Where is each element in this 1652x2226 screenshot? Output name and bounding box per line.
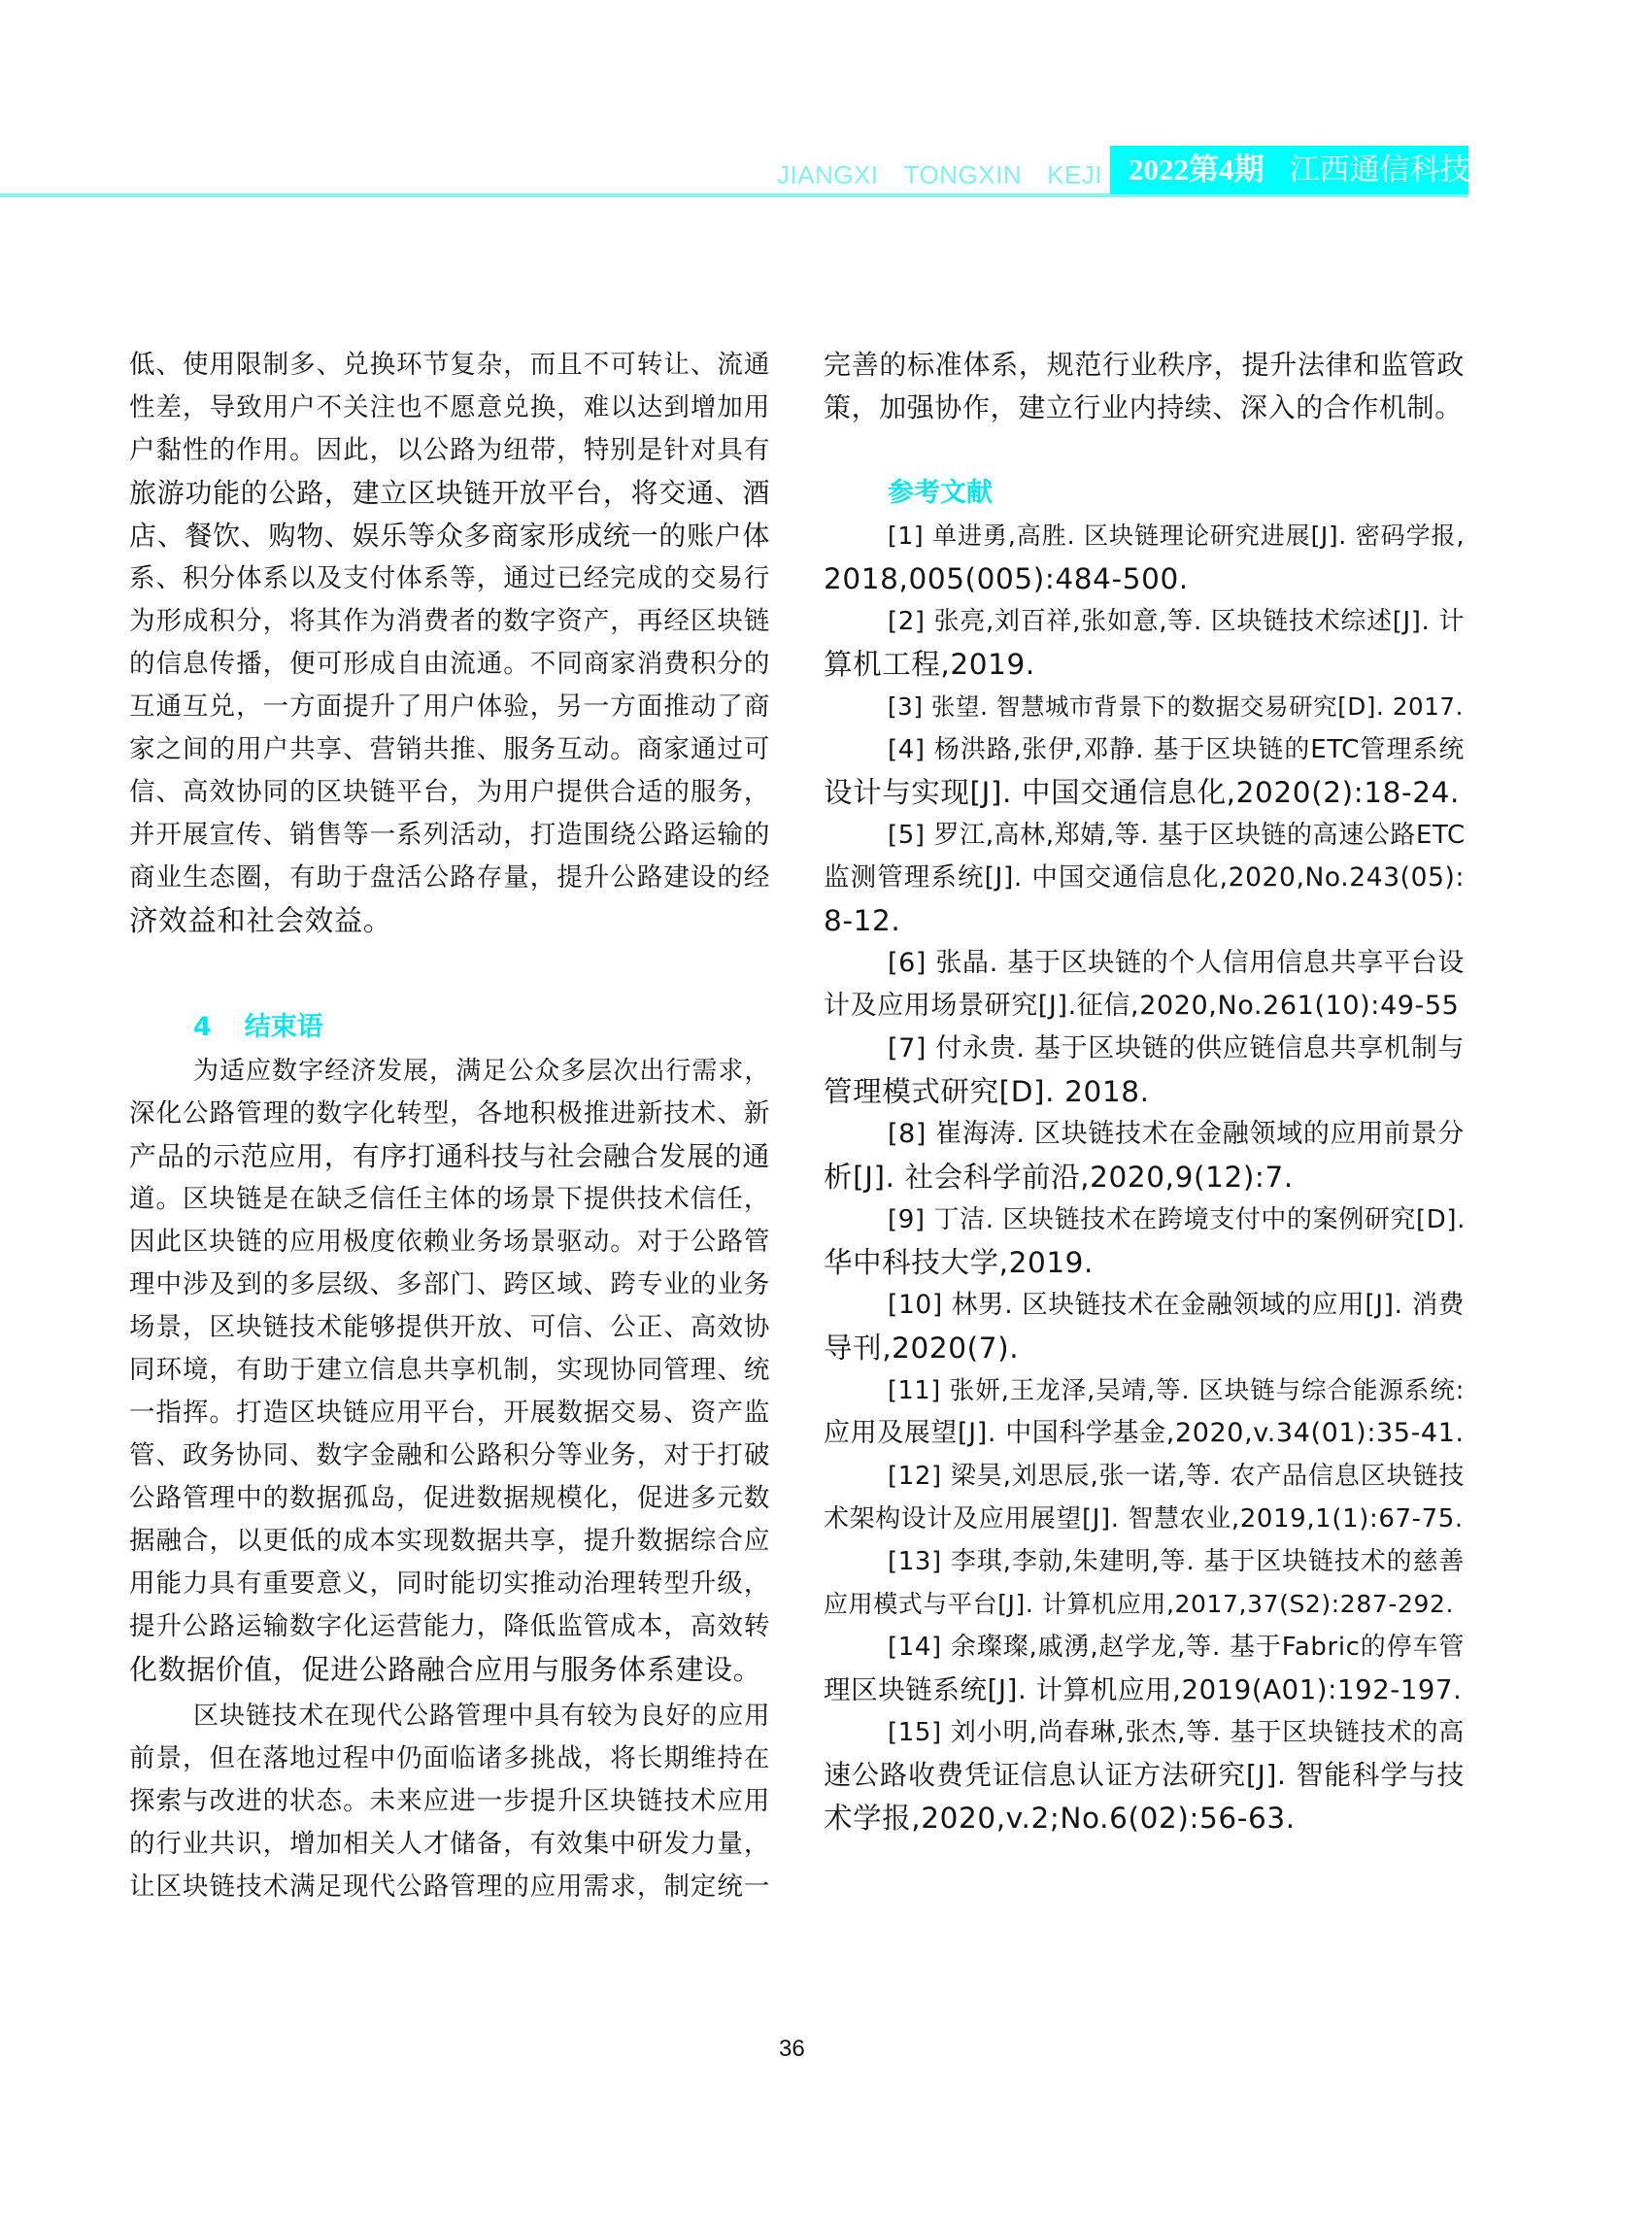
- reference-line: 理区块链系统[J]. 计算机应用,2019(A01):192-197.: [824, 1674, 1463, 1705]
- reference-line: 导刊,2020(7).: [824, 1332, 1020, 1365]
- paragraph-line: 的行业共识，增加相关人才储备，有效集中研发力量，: [129, 1829, 770, 1859]
- reference-line: 2018,005(005):484-500.: [824, 562, 1189, 595]
- references-title: 参考文献: [888, 478, 993, 508]
- reference-line: 华中科技大学,2019.: [824, 1246, 1095, 1279]
- paragraph-line: 场景，区块链技术能够提供开放、可信、公正、高效协: [129, 1312, 770, 1342]
- paragraph-line: 互通互兑，一方面提升了用户体验，另一方面推动了商: [129, 691, 770, 722]
- paragraph-line: 户黏性的作用。因此，以公路为纽带，特别是针对具有: [129, 435, 770, 465]
- reference-line: [10] 林男. 区块链技术在金融领域的应用[J]. 消费: [888, 1290, 1465, 1320]
- reference-line: [7] 付永贵. 基于区块链的供应链信息共享机制与: [888, 1033, 1465, 1063]
- paragraph-line: 化数据价值，促进公路融合应用与服务体系建设。: [129, 1653, 762, 1686]
- reference-line: [13] 李琪,李勍,朱建明,等. 基于区块链技术的慈善: [888, 1547, 1465, 1576]
- paragraph-line: 策，加强协作，建立行业内持续、深入的合作机制。: [824, 391, 1463, 423]
- paragraph-line: 济效益和社会效益。: [129, 904, 392, 937]
- paragraph-line: 同环境，有助于建立信息共享机制，实现协同管理、统: [129, 1355, 770, 1385]
- paragraph-line: 性差，导致用户不关注也不愿意兑换，难以达到增加用: [129, 392, 770, 422]
- paragraph-line: 商业生态圈，有助于盘活公路存量，提升公路建设的经: [129, 862, 770, 893]
- paragraph-line: 家之间的用户共享、营销共推、服务互动。商家通过可: [129, 734, 770, 764]
- paragraph-line: 为形成积分，将其作为消费者的数字资产，再经区块链: [129, 606, 770, 636]
- paragraph-line: 深化公路管理的数字化转型，各地积极推进新技术、新: [129, 1098, 770, 1129]
- reference-line: [5] 罗江,高林,郑婧,等. 基于区块链的高速公路ETC: [888, 821, 1466, 850]
- page-number: 36: [779, 2036, 805, 2062]
- reference-line: 设计与实现[J]. 中国交通信息化,2020(2):18-24.: [824, 776, 1460, 809]
- paragraph-line: 理中涉及到的多层级、多部门、跨区域、跨专业的业务: [129, 1269, 770, 1299]
- reference-line: [9] 丁洁. 区块链技术在跨境支付中的案例研究[D].: [888, 1205, 1466, 1234]
- paragraph-line: 产品的示范应用，有序打通科技与社会融合发展的通: [129, 1140, 770, 1172]
- reference-line: [4] 杨洪路,张伊,邓静. 基于区块链的ETC管理系统: [888, 735, 1465, 764]
- paragraph-line: 店、餐饮、购物、娱乐等众多商家形成统一的账户体: [129, 520, 770, 552]
- paragraph-line: 让区块链技术满足现代公路管理的应用需求，制定统一: [129, 1872, 770, 1902]
- reference-line: 算机工程,2019.: [824, 648, 1035, 681]
- reference-line: [3] 张望. 智慧城市背景下的数据交易研究[D]. 2017.: [888, 692, 1464, 721]
- issue-label: 2022第4期: [1129, 152, 1264, 186]
- paragraph-line: 信、高效协同的区块链平台，为用户提供合适的服务，: [129, 777, 770, 807]
- header-word: JIANGXI: [777, 160, 879, 189]
- reference-line: [6] 张晶. 基于区块链的个人信用信息共享平台设: [888, 948, 1465, 978]
- paragraph-line: 前景，但在落地过程中仍面临诸多挑战，将长期维持在: [129, 1743, 770, 1773]
- header-word: KEJI: [1047, 160, 1103, 189]
- reference-line: [15] 刘小明,尚春琳,张杰,等. 基于区块链技术的高: [888, 1718, 1465, 1747]
- reference-line: 应用及展望[J]. 中国科学基金,2020,v.34(01):35-41.: [824, 1418, 1465, 1448]
- reference-line: 析[J]. 社会科学前沿,2020,9(12):7.: [824, 1161, 1294, 1194]
- paragraph-line: 为适应数字经济发展，满足公众多层次出行需求，: [193, 1057, 770, 1086]
- paragraph-line: 探索与改进的状态。未来应进一步提升区块链技术应用: [129, 1786, 770, 1816]
- reference-line: 术学报,2020,v.2;No.6(02):56-63.: [824, 1802, 1296, 1835]
- section-heading: [888, 474, 993, 513]
- paragraph-line: 低、使用限制多、兑换环节复杂，而且不可转让、流通: [129, 350, 770, 380]
- section-heading: [193, 1008, 323, 1047]
- reference-line: [14] 余璨璨,戚湧,赵学龙,等. 基于Fabric的停车管: [888, 1633, 1465, 1662]
- paragraph-line: 公路管理中的数据孤岛，促进数据规模化，促进多元数: [129, 1483, 770, 1513]
- reference-line: 8-12.: [824, 904, 901, 937]
- paragraph-line: 一指挥。打造区块链应用平台，开展数据交易、资产监: [129, 1398, 770, 1428]
- paragraph-line: 并开展宣传、销售等一系列活动，打造围绕公路运输的: [129, 820, 770, 850]
- header-word: TONGXIN: [903, 160, 1023, 189]
- reference-line: 术架构设计及应用展望[J]. 智慧农业,2019,1(1):67-75.: [824, 1504, 1464, 1534]
- paragraph-line: 完善的标准体系，规范行业秩序，提升法律和监管政: [824, 349, 1465, 381]
- paragraph-line: 据融合，以更低的成本实现数据共享，提升数据综合应: [129, 1526, 770, 1556]
- reference-line: [2] 张亮,刘百祥,张如意,等. 区块链技术综述[J]. 计: [888, 607, 1465, 636]
- paragraph-line: 因此区块链的应用极度依赖业务场景驱动。对于公路管: [129, 1227, 770, 1257]
- reference-line: [1] 单进勇,高胜. 区块链理论研究进展[J]. 密码学报,: [888, 522, 1465, 550]
- paragraph-line: 用能力具有重要意义，同时能切实推动治理转型升级，: [129, 1568, 770, 1599]
- reference-line: [8] 崔海涛. 区块链技术在金融领域的应用前景分: [888, 1119, 1465, 1149]
- reference-line: [12] 梁昊,刘思辰,张一诺,等. 农产品信息区块链技: [888, 1462, 1465, 1491]
- paragraph-line: 道。区块链是在缺乏信任主体的场景下提供技术信任，: [129, 1184, 770, 1214]
- section-number: 4: [193, 1012, 212, 1042]
- reference-line: 监测管理系统[J]. 中国交通信息化,2020,No.243(05):: [824, 862, 1465, 893]
- reference-line: 管理模式研究[D]. 2018.: [824, 1075, 1150, 1108]
- paragraph-line: 旅游功能的公路，建立区块链开放平台，将交通、酒: [129, 477, 770, 509]
- reference-line: 速公路收费凭证信息认证方法研究[J]. 智能科学与技: [824, 1759, 1465, 1791]
- paragraph-line: 的信息传播，便可形成自由流通。不同商家消费积分的: [129, 649, 770, 679]
- header-banner-text: [1129, 146, 1470, 194]
- journal-name: 江西通信科技: [1289, 152, 1470, 186]
- paragraph-line: 提升公路运输数字化运营能力，降低监管成本，高效转: [129, 1611, 770, 1641]
- reference-line: [11] 张妍,王龙泽,吴靖,等. 区块链与综合能源系统:: [888, 1376, 1465, 1405]
- paragraph-line: 区块链技术在现代公路管理中具有较为良好的应用: [193, 1702, 770, 1731]
- reference-line: 应用模式与平台[J]. 计算机应用,2017,37(S2):287-292.: [824, 1590, 1455, 1618]
- section-title: 结束语: [244, 1012, 323, 1042]
- paragraph-line: 管、政务协同、数字金融和公路积分等业务，对于打破: [129, 1440, 770, 1470]
- journal-name-english: [777, 155, 1128, 194]
- paragraph-line: 系、积分体系以及支付体系等，通过已经完成的交易行: [129, 563, 770, 593]
- reference-line: 计及应用场景研究[J].征信,2020,No.261(10):49-55: [824, 991, 1460, 1021]
